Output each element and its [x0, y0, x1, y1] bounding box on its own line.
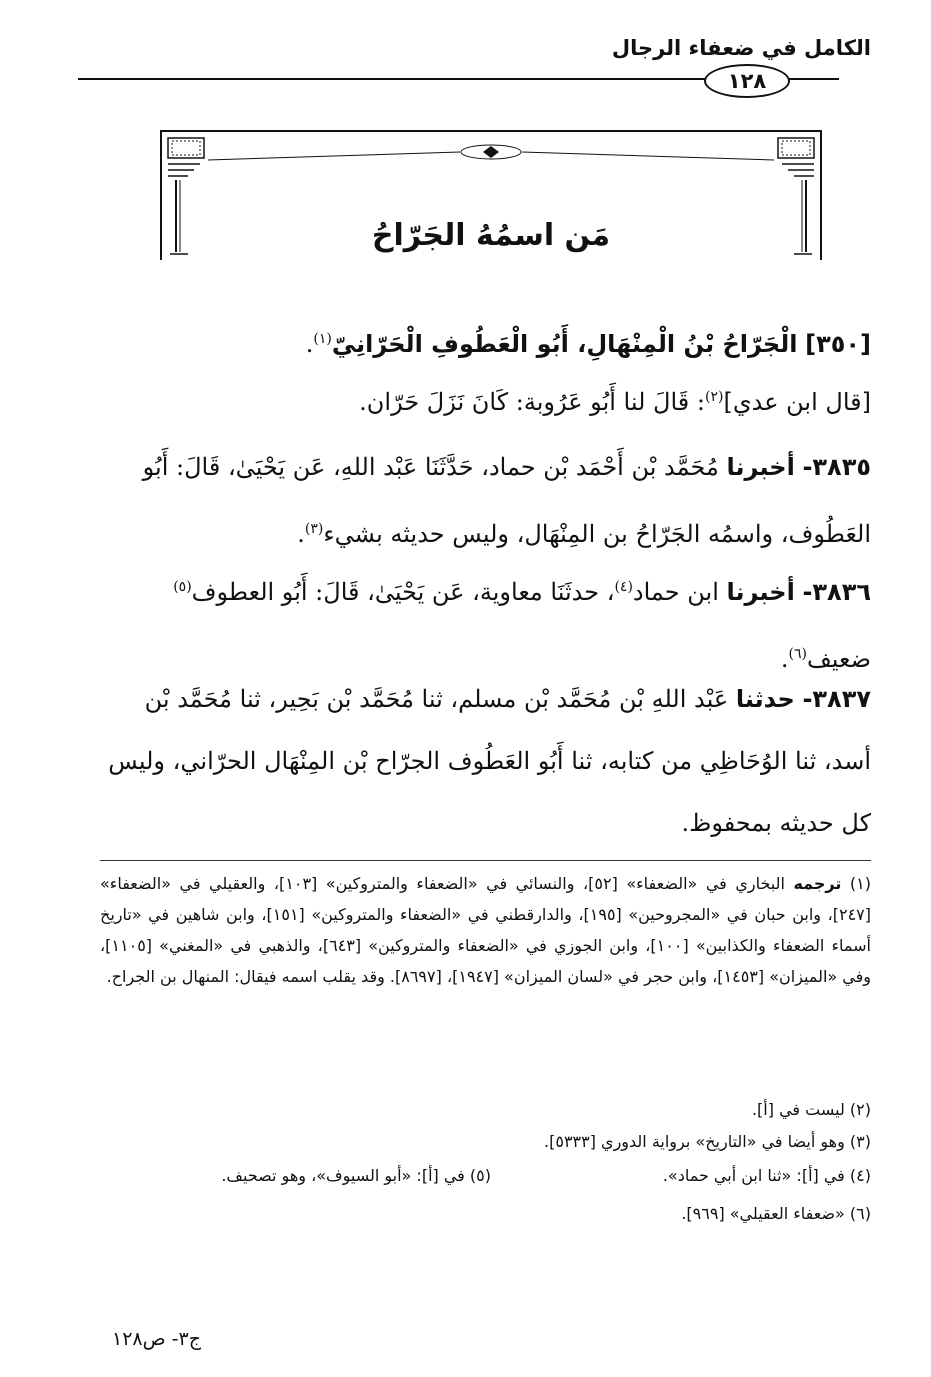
- footnote-lead: ترجمه: [793, 874, 842, 893]
- footnote-1: [100, 868, 871, 992]
- report-text-a: ابن حماد: [632, 578, 719, 606]
- footnote-text: البخاري في «الضعفاء» [٥٢]، والنسائي في «الضعفاء والمتروكين» [١٠٣]، والعقيلي في «الضعفاء» [٢٤٧]، وابن حبان في «المجروحين» [١٩٥]، والدارقطني في «الضعفاء والمتروكين» [١٥١]، وابن شاهين في «تاريخ أسماء الضعفاء والكذابين» [١٠٠]، وابن الجوزي في «الضعفاء والمتروكين» [٦٤٣]، والذهبي في «المغني» [١١٠٥]، وفي «الميزان» [١٤٥٣]، وابن حجر في «لسان الميزان» [١٩٤٧]، [٨٦٩٧]. وقد يقلب اسمه فيقال: المنهال بن الجراح.: [100, 874, 872, 986]
- intro-text: : قَالَ لنا أَبُو عَرُوبة: كَانَ نَزَلَ حَرّان.: [359, 388, 705, 416]
- report-end: .: [780, 645, 789, 673]
- report-3837: [100, 668, 871, 854]
- report-text-b: ، حدثَنَا معاوية، عَن يَحْيَىٰ، قَالَ: أَبُو العطوف: [191, 578, 615, 606]
- report-end: .: [297, 520, 305, 548]
- footnote-ref-1: (١): [313, 331, 332, 347]
- footnote-5: (٥) في [أ]: «أبو السيوف»، وهو تصحيف.: [221, 1166, 491, 1185]
- intro-label: [قال ابن عدي]: [723, 388, 871, 416]
- volume-page-footer: ج٣- ص١٢٨: [112, 1328, 201, 1350]
- report-lead: أخبرنا: [726, 453, 795, 481]
- footnote-ref-5: (٥): [173, 579, 192, 595]
- report-text: مُحَمَّد بْن أَحْمَد بْن حماد، حَدَّثَنَا عَبْد اللهِ، عَن يَحْيَىٰ، قَالَ: أَبُو العَطُوف، واسمُه الجَرّاحُ بن المِنْهَال، وليس حديثه بشيء: [142, 453, 871, 548]
- footnote-number: (١): [849, 874, 872, 893]
- footnote-3: (٣) وهو أيضا في «التاريخ» برواية الدوري [٥٣٣٣].: [544, 1132, 871, 1151]
- report-lead: أخبرنا: [726, 578, 795, 606]
- report-number: ٣٨٣٦-: [802, 578, 871, 606]
- report-text-c: ضعيف: [806, 645, 871, 673]
- footnote-ref-3: (٣): [304, 521, 324, 537]
- chapter-title: مَن اسمُهُ الجَرّاحُ: [371, 218, 611, 253]
- footnote-2: (٢) ليست في [أ].: [751, 1100, 871, 1119]
- entry-heading-end: .: [305, 330, 314, 358]
- footnote-ref-6: (٦): [788, 646, 807, 662]
- entry-intro: [100, 366, 871, 433]
- footnote-6: (٦) «ضعفاء العقيلي» [٩٦٩].: [681, 1204, 871, 1223]
- report-lead: حدثنا: [735, 685, 795, 713]
- page-number: ١٢٨: [704, 64, 790, 98]
- footnote-ref-2: (٢): [705, 389, 724, 405]
- footnote-rule: [100, 860, 871, 861]
- entry-heading: [100, 308, 871, 375]
- entry-number: [٣٥٠]: [805, 330, 871, 358]
- footnote-4: (٤) في [أ]: «ثنا ابن أبي حماد».: [662, 1166, 871, 1185]
- footnote-ref-4: (٤): [614, 579, 633, 595]
- report-number: ٣٨٣٥-: [802, 453, 871, 481]
- report-text: عَبْد اللهِ بْن مُحَمَّد بْن مسلم، ثنا مُحَمَّد بْن بَحِير، ثنا مُحَمَّد بْن أسد، ثنا الوُحَاظِي من كتابه، ثنا أَبُو العَطُوف الجرّاح بْن المِنْهَال الحرّاني، وليس كل حديثه بمحفوظ.: [108, 685, 871, 837]
- entry-name: الْجَرّاحُ بْنُ الْمِنْهَالِ، أَبُو الْعَطُوفِ الْحَرّانِيّ: [331, 330, 798, 358]
- report-3835: [100, 436, 871, 565]
- report-number: ٣٨٣٧-: [802, 685, 871, 713]
- running-title: الكامل في ضعفاء الرجال: [611, 36, 871, 60]
